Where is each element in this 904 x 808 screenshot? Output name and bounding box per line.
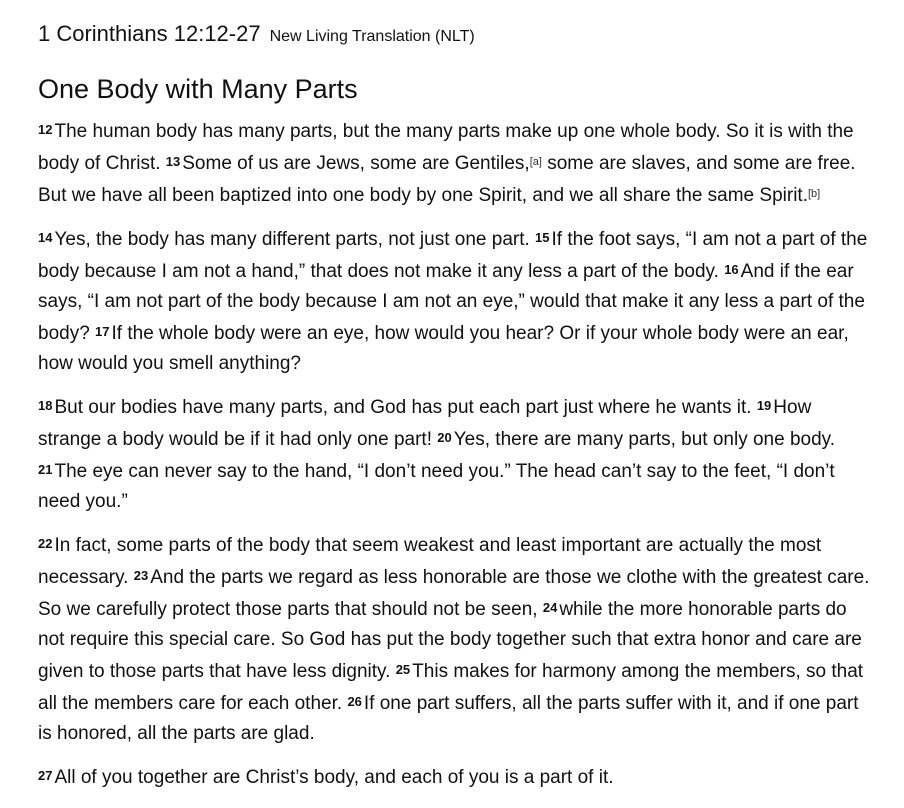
passage-paragraph [38,391,874,517]
translation-name: New Living Translation (NLT) [269,28,475,45]
verse-number: 14 [38,230,53,245]
verse-text: And if the ear says, “I am not part of the body because I am not an eye,” would that make it any less a part of the body? [38,261,865,344]
verse-number: 17 [95,324,110,339]
verse-number: 21 [38,462,53,477]
footnote-link[interactable]: [a] [529,156,542,168]
verse-number: 24 [542,600,558,615]
verse-number: 23 [133,568,149,583]
verse-text: some are slaves, and some are free. But we have all been baptized into one body by one Spirit, and we all share the same Spirit. [38,153,856,206]
passage-reference: 1 Corinthians 12:12-27 [38,21,261,46]
verse-number: 16 [724,262,739,277]
verse-text: The eye can never say to the hand, “I don’t need you.” The head can’t say to the feet, “I don’t need you.” [38,461,835,512]
verse-number: 22 [38,536,53,551]
verse-text: Some of us are Jews, some are Gentiles, [182,153,530,174]
verse-text: If one part suffers, all the parts suffer with it, and if one part is honored, all the parts are glad. [38,693,859,744]
verse-text: If the whole body were an eye, how would you hear? Or if your whole body were an ear, how would you smell anything? [38,323,849,374]
verse-number: 18 [38,398,53,413]
verse-number: 25 [395,662,411,677]
verse-text: This makes for harmony among the members, so that all the members care for each other. [38,661,864,714]
verse-text: And the parts we regard as less honorable are those we clothe with the greatest care. So we carefully protect those parts that should not be seen, [38,567,870,620]
verse-text: In fact, some parts of the body that seem weakest and least important are actually the most necessary. [38,535,822,588]
verse-text: The human body has many parts, but the many parts make up one whole body. So it is with the body of Christ. [38,121,854,174]
passage-paragraph [38,223,874,379]
passage-paragraph [38,529,874,749]
footnote-link[interactable]: [b] [807,188,821,200]
passage-paragraph [38,115,874,211]
verse-text: Yes, the body has many different parts, not just one part. [54,229,536,250]
verse-text: Yes, there are many parts, but only one body. [453,429,836,450]
verse-number: 19 [756,398,772,413]
passage-header [38,18,874,53]
verse-text: But our bodies have many parts, and God has put each part just where he wants it. [54,397,757,418]
passage-paragraph [38,761,874,793]
verse-number: 26 [347,694,362,709]
verse-number: 27 [38,768,53,783]
verse-text: while the more honorable parts do not require this special care. So God has put the body together such that extra honor and care are given to those parts that have less dignity. [38,599,862,682]
section-heading: One Body with Many Parts [38,74,358,104]
verse-text: All of you together are Christ’s body, and each of you is a part of it. [54,767,614,788]
verse-number: 20 [437,430,452,445]
verse-number: 13 [165,154,181,169]
passage-body [38,115,874,793]
verse-number: 15 [535,230,550,245]
verse-text: If the foot says, “I am not a part of the body because I am not a hand,” that does not make it any less a part of the body. [38,229,868,282]
verse-text: How strange a body would be if it had only one part! [38,397,812,450]
verse-number: 12 [38,122,53,137]
